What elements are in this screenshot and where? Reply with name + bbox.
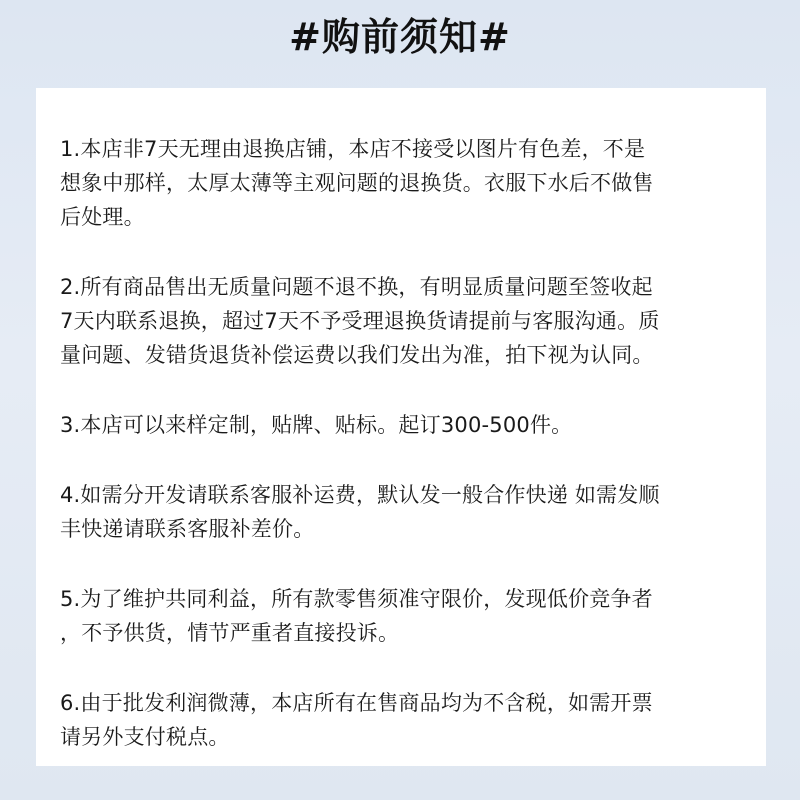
rule-1-text: 1.本店非7天无理由退换店铺，本店不接受以图片有色差，不是 想象中那样，太厚太薄等主观问题的退换货。衣服下水后不做售 后处理。: [60, 137, 654, 229]
rule-5-text: 5.为了维护共同利益，所有款零售须准守限价，发现低价竞争者 ，不予供货，情节严重者直接投诉。: [60, 587, 653, 645]
notice-card: [36, 88, 766, 766]
rule-2-text: 2.所有商品售出无质量问题不退不换，有明显质量问题至签收起 7天内联系退换，超过7天不予受理退换货请提前与客服沟通。质 量问题、发错货退货补偿运费以我们发出为准，拍下视为认同。: [60, 275, 660, 367]
rule-6-text: 6.由于批发利润微薄，本店所有在售商品均为不含税，如需开票 请另外支付税点。: [60, 691, 653, 749]
rule-3-text: 3.本店可以来样定制，贴牌、贴标。起订300-500件。: [60, 413, 573, 437]
page-title: #购前须知#: [289, 15, 511, 59]
rule-4-text: 4.如需分开发请联系客服补运费，默认发一般合作快递 如需发顺 丰快递请联系客服补差价。: [60, 483, 660, 541]
